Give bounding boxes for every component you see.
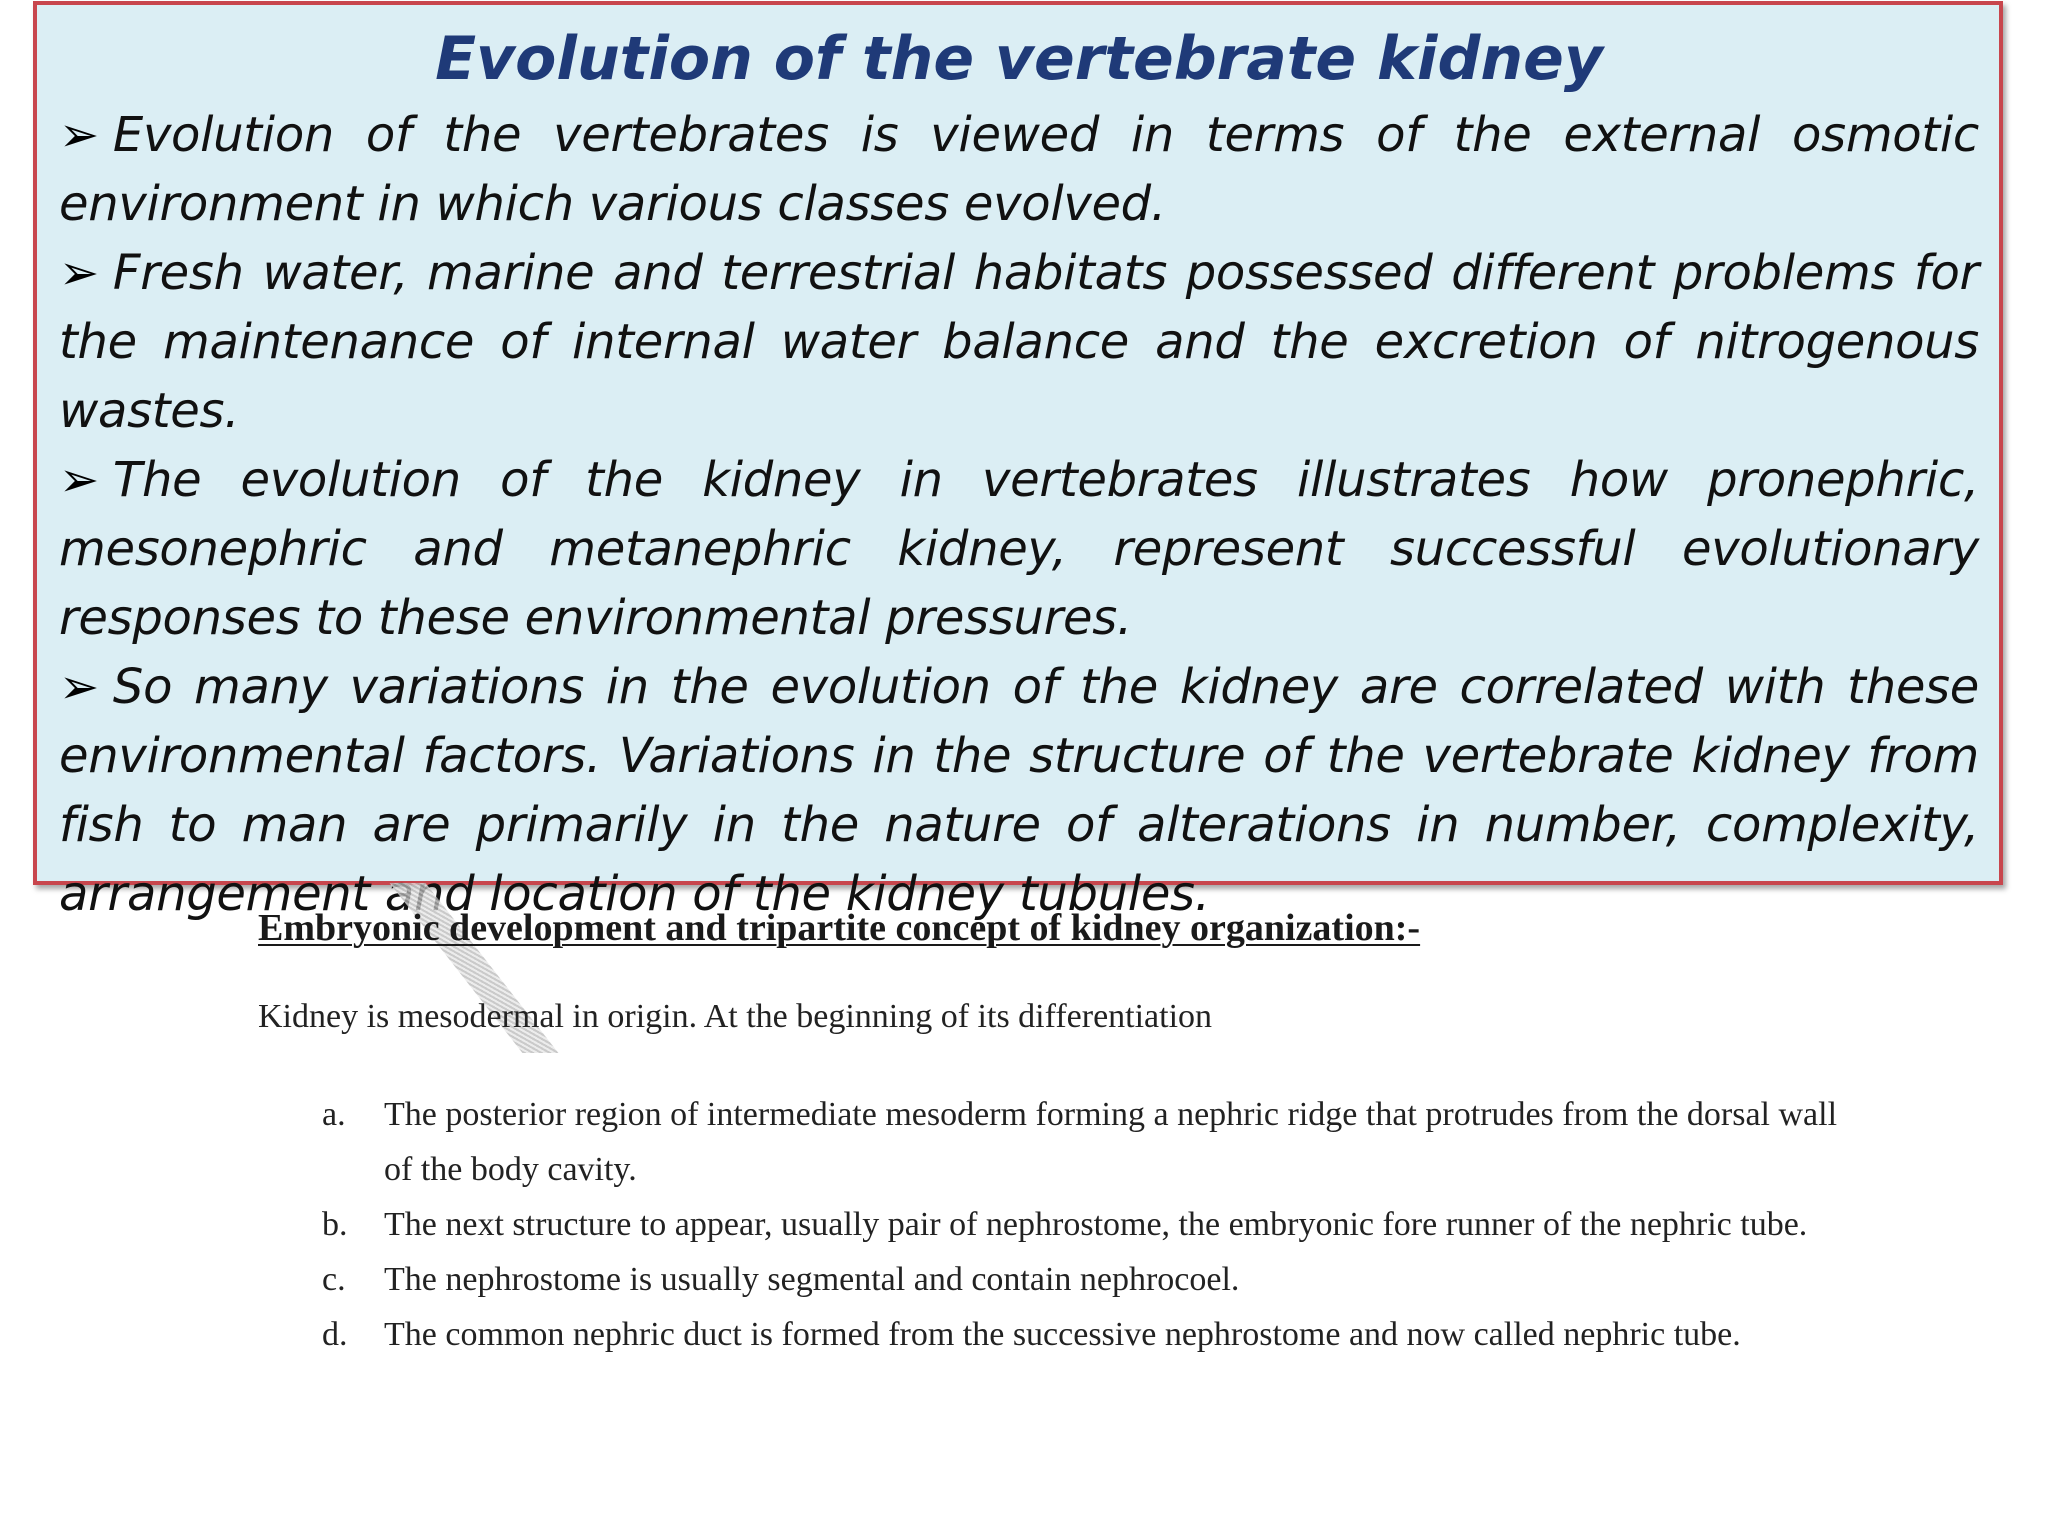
list-marker: c. [322,1261,346,1298]
slide-title: Evolution of the vertebrate kidney [435,24,1603,94]
list-item [322,1307,1842,1362]
bullet-item [59,101,1979,239]
bullet-text: Fresh water, marine and terrestrial habitats possessed different problems for the maintenance of internal water balance and the excretion of nitrogenous wastes. [59,245,1979,439]
bullet-text: Evolution of the vertebrates is viewed in terms of the external osmotic environment in which various classes evolved. [59,107,1979,232]
scan-heading: Embryonic development and tripartite concept of kidney organization:- [258,907,1421,949]
arrow-bullet-icon: ➢ [59,245,99,301]
list-item-text: The next structure to appear, usually pair of nephrostome, the embryonic fore runner of the nephric tube. [384,1206,1808,1243]
arrow-bullet-icon: ➢ [59,107,99,163]
list-item-text: The nephrostome is usually segmental and contain nephrocoel. [384,1261,1240,1298]
list-marker: a. [322,1096,346,1133]
arrow-bullet-icon: ➢ [59,452,99,508]
scan-list [322,1087,1842,1362]
summary-box [33,1,2003,922]
list-item-text: The common nephric duct is formed from the successive nephrostome and now called nephric tube. [384,1316,1741,1353]
list-marker: b. [322,1206,348,1243]
scan-intro: Kidney is mesodermal in origin. At the beginning of its differentiation [258,998,1213,1035]
bullet-list [59,101,1979,929]
scanned-document [0,885,2048,1536]
bullet-item [59,239,1979,446]
list-item [322,1087,1842,1197]
bullet-text: So many variations in the evolution of the kidney are correlated with these environmental factors. Variations in the structure of the vertebrate kidney from fish to man are primarily in the nature of alterations in number, complexity, arrangement and location of the kidney tubules. [59,659,1979,922]
list-item [322,1197,1842,1252]
bullet-item [59,446,1979,653]
list-marker: d. [322,1316,348,1353]
bullet-text: The evolution of the kidney in vertebrates illustrates how pronephric, mesonephric and metanephric kidney, represent successful evolutionary responses to these environmental pressures. [59,452,1979,646]
arrow-bullet-icon: ➢ [59,659,99,715]
list-item [322,1252,1842,1307]
list-item-text: The posterior region of intermediate mesoderm forming a nephric ridge that protrudes from the dorsal wall of the body cavity. [384,1096,1838,1188]
